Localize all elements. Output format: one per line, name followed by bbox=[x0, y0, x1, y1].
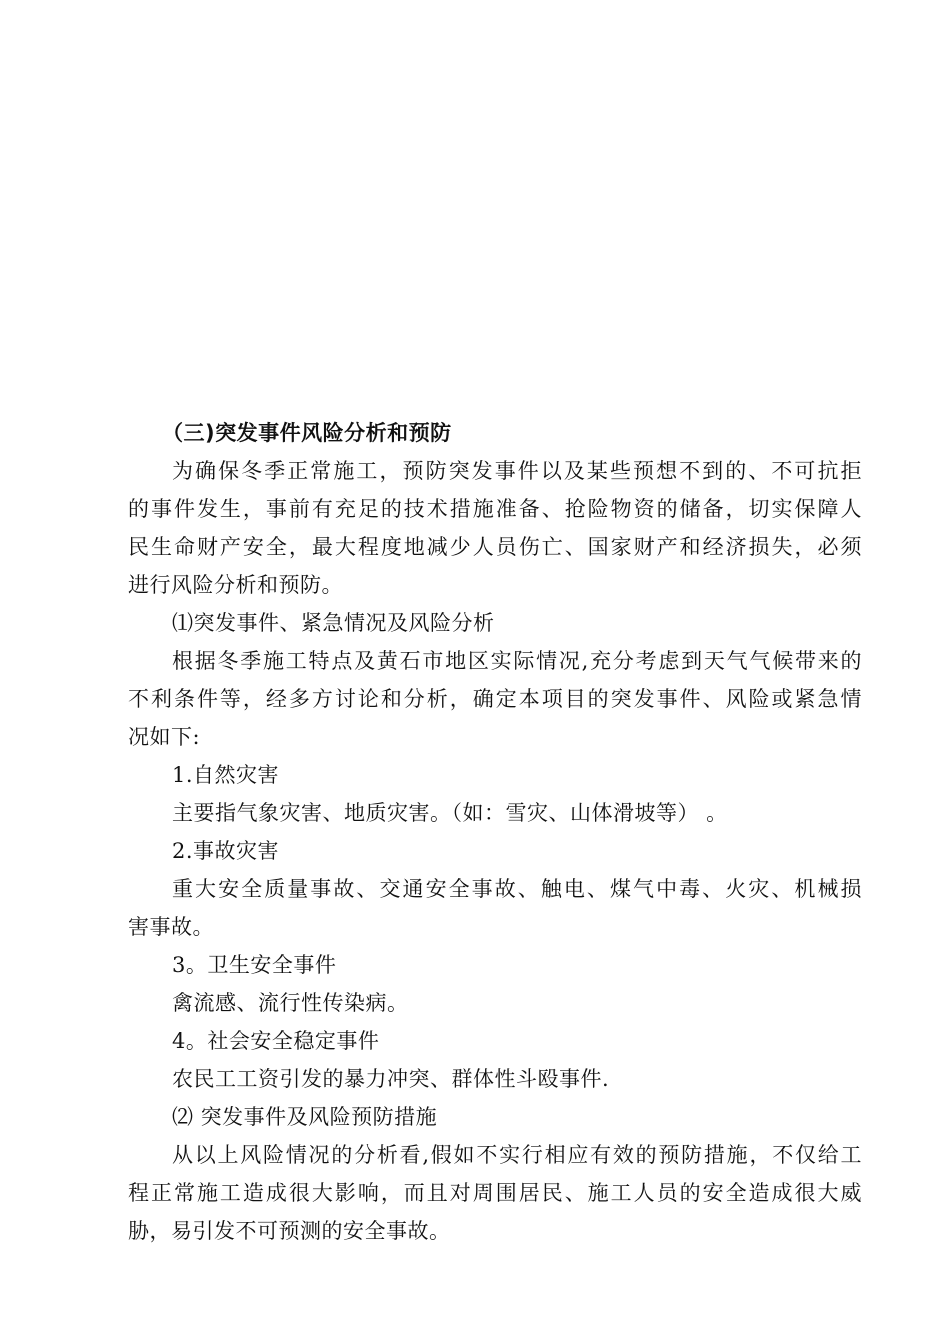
item-line: 禽流感、流行性传染病。 bbox=[172, 991, 409, 1015]
intro-line: 民生命财产安全，最大程度地减少人员伤亡、国家财产和经济损失，必须 bbox=[128, 535, 862, 559]
item-title: 2.事故灾害 bbox=[172, 839, 280, 863]
document-body bbox=[128, 414, 862, 1250]
subsection-1-body-line: 不利条件等，经多方讨论和分析，确定本项目的突发事件、风险或紧急情 bbox=[128, 687, 862, 711]
item-title: 3。卫生安全事件 bbox=[172, 953, 337, 977]
item-line: 主要指气象灾害、地质灾害。（如：雪灾、山体滑坡等） 。 bbox=[172, 801, 728, 825]
item-line: 害事故。 bbox=[128, 915, 214, 939]
subsection-2-title: ⑵ 突发事件及风险预防措施 bbox=[172, 1105, 438, 1129]
subsection-2-body-line: 胁，易引发不可预测的安全事故。 bbox=[128, 1219, 451, 1243]
subsection-1-body-line: 况如下: bbox=[128, 725, 201, 749]
subsection-1-body-line: 根据冬季施工特点及黄石市地区实际情况,充分考虑到天气气候带来的 bbox=[172, 649, 862, 673]
item-line: 农民工工资引发的暴力冲突、群体性斗殴事件. bbox=[172, 1067, 610, 1091]
intro-line: 为确保冬季正常施工，预防突发事件以及某些预想不到的、不可抗拒 bbox=[172, 459, 862, 483]
subsection-2-body-line: 从以上风险情况的分析看,假如不实行相应有效的预防措施，不仅给工 bbox=[172, 1143, 862, 1167]
item-line: 重大安全质量事故、交通安全事故、触电、煤气中毒、火灾、机械损 bbox=[172, 877, 862, 901]
intro-line: 的事件发生，事前有充足的技术措施准备、抢险物资的储备，切实保障人 bbox=[128, 497, 862, 521]
section-title: （三)突发事件风险分析和预防 bbox=[162, 421, 452, 445]
intro-line: 进行风险分析和预防。 bbox=[128, 573, 343, 597]
item-title: 4。社会安全稳定事件 bbox=[172, 1029, 380, 1053]
subsection-2-body-line: 程正常施工造成很大影响，而且对周围居民、施工人员的安全造成很大威 bbox=[128, 1181, 862, 1205]
subsection-1-title: ⑴突发事件、紧急情况及风险分析 bbox=[172, 611, 495, 635]
item-title: 1.自然灾害 bbox=[172, 763, 280, 787]
